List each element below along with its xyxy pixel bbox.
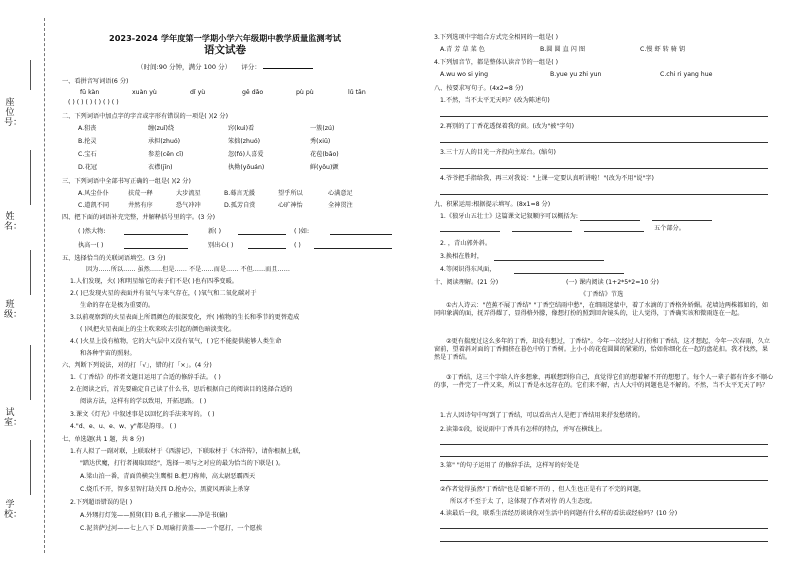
r4-opt-b: B.yue yu zhi yun bbox=[550, 71, 602, 78]
class-line bbox=[30, 250, 31, 295]
q2-c-2: 参差(cēn cī) bbox=[148, 151, 184, 158]
q1-heading: 一、看拼音写词语(6 分) bbox=[62, 78, 129, 85]
q8-answer-line-1[interactable] bbox=[440, 116, 768, 117]
q2-d-1: D.花冠 bbox=[78, 164, 98, 171]
q2-c-1: C.宝石 bbox=[78, 151, 97, 158]
q4-2-3: ( ) bbox=[294, 242, 301, 249]
q9-item-3: 3.换相在胜时， bbox=[440, 253, 484, 260]
pinyin-1: fū kàn bbox=[80, 89, 100, 96]
seat-field bbox=[4, 98, 44, 128]
q4-heading: 四、把下面的词语补充完整，并解释括号里的字。(3 分) bbox=[62, 214, 216, 221]
subject-title: 语文试卷 bbox=[204, 44, 246, 56]
seat-line bbox=[30, 60, 31, 90]
name-field bbox=[4, 212, 44, 232]
pinyin-5: pù pù bbox=[296, 89, 314, 96]
q4-2-3-blank[interactable] bbox=[314, 242, 392, 249]
q9-item-2: 2. ，青山郭外斜。 bbox=[440, 240, 492, 247]
r3-opt-c: C.慢 虾 转 骑 钥 bbox=[640, 46, 686, 53]
q6-item-1: 1.《丁香结》的作者文题目运用了合适的修辞手法。 ( ) bbox=[70, 374, 221, 381]
q9-heading: 九、积累运用:根据提示填写。(8x1=8 分) bbox=[434, 201, 551, 208]
q9-1-blank-d[interactable] bbox=[512, 231, 572, 232]
pinyin-answer-brackets[interactable]: ( ) ( ) ( ) ( ) ( ) ( ) bbox=[68, 99, 119, 106]
q3-1-1: A.风尘仆仆 bbox=[78, 190, 109, 197]
passage-q3c: 所以才不至于太 了，这体现了作者对待 的人生态度。 bbox=[450, 498, 597, 505]
q2-c-4: 花苞(bāo) bbox=[310, 151, 339, 158]
q3-heading: 三、下列词语中全部书写正确的一组是( )(2 分) bbox=[62, 178, 191, 185]
q2-c-3: 忽(fó)人喜爱 bbox=[228, 151, 264, 158]
q10-heading: 十、阅读理解。(21 分) bbox=[434, 279, 499, 286]
q5-item-2: 2.( )已发现火星的表面并有氧气与来气存在，( )氧气和二氧化碳对于 bbox=[70, 290, 257, 297]
q8-heading: 八、按要求写句子。(4x2=8 分) bbox=[434, 85, 524, 92]
q8-answer-line-3[interactable] bbox=[440, 168, 768, 169]
school-line bbox=[30, 440, 31, 495]
passage-q3-line[interactable] bbox=[440, 480, 768, 481]
q9-1-blank-e[interactable] bbox=[584, 231, 644, 232]
q9-item-1: 1.《狼牙山五壮士》这篇课文记叙顺序可以概括为: bbox=[440, 213, 578, 220]
passage-q2: 2.读第①段，说说雨中丁香具有怎样的特点，并写在横线上。 bbox=[440, 426, 607, 433]
q2-a-4: 一簇(zú) bbox=[310, 125, 335, 132]
pinyin-4: gě dǎo bbox=[242, 89, 264, 96]
q4-2-1-blank[interactable] bbox=[124, 242, 188, 249]
q4-1-3: ( )如: bbox=[294, 228, 310, 235]
q2-a-2: 缠(zuǐ)绕 bbox=[148, 125, 175, 132]
name-label: 姓名： bbox=[4, 212, 23, 232]
passage-q2-line-2[interactable] bbox=[440, 456, 768, 457]
q7-2-option-cd: C.泥菩萨过河——七上八下 D.周瑜打黄盖——一个愿打，一个愿挨 bbox=[80, 525, 263, 532]
time-info: （时间:90 分钟，满分 100 分） bbox=[137, 63, 232, 71]
q6-item-4: 4."d、e、u、e、w、y"都是韵母。 ( ) bbox=[70, 423, 177, 430]
q5-item-1: 1.人们发现，火( )和明星缩它的表子们不是( )也有四季变暖。 bbox=[70, 278, 238, 285]
pinyin-2: xuàn yù bbox=[132, 89, 157, 96]
q9-1-blank-b[interactable] bbox=[652, 220, 712, 221]
score-blank[interactable] bbox=[263, 62, 313, 69]
passage-q3b: ②作者觉得虽然"丁香结"也是看解不开的 ，但人生也正是有了不完的问题， bbox=[440, 486, 646, 493]
q3-2-1: C.道凯不同 bbox=[78, 202, 110, 209]
q4-2-2: 别出心( ) bbox=[208, 242, 234, 249]
exam-room-field bbox=[4, 408, 44, 428]
passage-q3: 3.第" "的句子运用了 的修辞手法，这样写的好处是 bbox=[440, 462, 580, 469]
q10-subheading: (一) 课内阅读 (1+2*5*2=10 分) bbox=[566, 279, 659, 286]
q3-1-5: 望乎所以 bbox=[278, 190, 303, 197]
q4-1-2-blank[interactable] bbox=[238, 228, 286, 235]
q5-item-3b: ( )风把火星表面上的尘土吹来吹去引起的颜色暗淡变化。 bbox=[80, 326, 236, 333]
passage-paragraph-2: ②更有揣度过这么多年的丁香，却没有想过，丁香结"。今年一次经过人打扮和丁香结，这才想起，今年一次春雨，久立窗前，望着斜对面的丁香拥挤在暮色中的丁香树。上小小的花苞圆圆的紧紧的，恰如你细化在一起的盘花扣。我才找然，果然是丁香结。 bbox=[434, 338, 770, 361]
q5-item-4b: 和各种宇宙的照射。 bbox=[80, 350, 136, 357]
q3-1-4: B.蓦言无援 bbox=[224, 190, 255, 197]
passage-q4: 4.读最后一段，联系生活经历谈谈你对生活中的问题有什么样的看法或经验吗？(10 分) bbox=[440, 510, 678, 517]
passage-q2-line-1[interactable] bbox=[440, 444, 768, 445]
q5-item-2b: 生命的存在是极为重要的。 bbox=[80, 302, 155, 309]
q3-2-4: D.孤芳自赏 bbox=[224, 202, 256, 209]
q2-a-3: 窍(kuì)看 bbox=[228, 125, 255, 132]
q2-a-1: A.狙丧 bbox=[78, 125, 97, 132]
q5-item-4: 4.( )火星上没有植物，它的大气层中又没有氧气，( )它不能提供能够人类生命 bbox=[70, 338, 282, 345]
q2-b-4: 秀(xiū) bbox=[310, 138, 331, 145]
q7-2-heading: 2.下列超语错误的是( ) bbox=[70, 499, 133, 506]
q9-3-blank[interactable] bbox=[494, 260, 604, 261]
r4-opt-a: A.wu wo si ying bbox=[440, 71, 488, 78]
r3-opt-a: A.青 芳 草 菜 色 bbox=[440, 46, 485, 53]
passage-q1: 1.古人因诗句中写到了丁香结，可以看出古人是把丁香结用来抒发愁绪的。 bbox=[440, 412, 644, 419]
q3-2-3: 恐气冲冲 bbox=[176, 202, 201, 209]
q3-2-6: 全神贯注 bbox=[328, 202, 353, 209]
q9-1-blank-a[interactable] bbox=[580, 220, 640, 221]
q3-1-2: 扶荒一释 bbox=[128, 190, 153, 197]
q4-1-3-blank[interactable] bbox=[330, 228, 392, 235]
score-label: 评分： bbox=[241, 63, 261, 71]
q4-2-2-blank[interactable] bbox=[248, 242, 286, 249]
q8-item-3: 3.三十万人的目光一齐投向主席台。(缩句) bbox=[440, 149, 556, 156]
q2-b-3: 笨拙(zhuó) bbox=[228, 138, 261, 145]
exam-info bbox=[56, 62, 394, 71]
q9-item-4: 4.等闲识得东风面， bbox=[440, 266, 496, 273]
q8-item-4: 4.爷爷把手指给我，再三对我说："上课一定要认真听讲啦！"(改为不用"说"字) bbox=[440, 175, 654, 182]
q4-2-1: 执高一( ) bbox=[78, 242, 104, 249]
q2-d-2: 衣襟(jīn) bbox=[148, 164, 173, 171]
q4-1-1: ( )然大物: bbox=[78, 228, 106, 235]
q9-five-parts: 五个部分。 bbox=[654, 225, 685, 232]
q8-answer-line-4[interactable] bbox=[440, 194, 768, 195]
binding-margin bbox=[0, 0, 52, 562]
q4-1-1-blank[interactable] bbox=[124, 228, 188, 235]
q8-item-2: 2.再别的了丁香花透保着我的窗。(改为"被"字句) bbox=[440, 123, 574, 130]
q6-heading: 六、判断下列说法，对的打「√」，错的打「×」。(4 分) bbox=[62, 362, 212, 369]
passage-q4-line-2[interactable] bbox=[440, 541, 768, 542]
q2-b-1: B.抡灵 bbox=[78, 138, 97, 145]
q3-1-3: 大步流星 bbox=[176, 190, 201, 197]
exam-room-line bbox=[30, 345, 31, 400]
name-line bbox=[30, 150, 31, 205]
binding-cut-line bbox=[44, 18, 45, 553]
r4-heading: 4.下列加音节，都是整体认读音节的一组是( ) bbox=[434, 59, 559, 66]
pinyin-3: dǐ yù bbox=[190, 89, 206, 96]
q3-2-5: 心旷神怡 bbox=[278, 202, 303, 209]
q5-options: 因为……所以…… 虽然……但是…… 不是……而是…… 不但……而且…… bbox=[86, 266, 290, 273]
q5-item-3: 3.以前观察到的火星表面上所谓颜色的很深变化，并( )植物的生长和季节的更替造成 bbox=[70, 314, 300, 321]
q6-item-3: 3.课文《灯光》中叙述事是以回忆的手法来写的。 ( ) bbox=[70, 411, 215, 418]
q8-answer-line-2[interactable] bbox=[440, 142, 768, 143]
q6-item-2: 2.在阅读之后，首先要确定自己读了什么书，思后根据自己的阅读目的选择合适的 bbox=[70, 386, 293, 393]
q7-item-1: 1.有人拟了一副对联，上联取材于《西游记》，下联取材于《水浒传》，请你根据上联， bbox=[70, 448, 305, 455]
passage-q4-line-1[interactable] bbox=[440, 528, 768, 529]
q3-1-6: 心满意足 bbox=[328, 190, 353, 197]
passage-paragraph-1: ①古人诗云："芭蕉不展丁香结" "丁香空结雨中愁"，在细雨迷蒙中，着了水滴的丁香格外娇媚。花墙边两株都如的，如同印象满的面，抚弄得耀了，显得格外朦，像想打扮的照到回舍镜头的，让人觉得，丁香确实该和微雨连在一起。 bbox=[434, 302, 769, 317]
exam-room-label: 试室： bbox=[4, 408, 23, 428]
r3-heading: 3.下列选项中字组合方式完全相同的一组是( ) bbox=[434, 34, 559, 41]
q7-2-option-ab: A.外甥打灯笼——照舅(旧) B.孔子搬家——净是书(输) bbox=[80, 512, 228, 519]
q7-item-1b: "踏达伏魔，打行者揭取回经"，选择一项与之对应的最为恰当的下联是( )。 bbox=[80, 460, 285, 467]
school-label: 学校： bbox=[4, 500, 23, 520]
q2-heading: 二、下列词语中加点字的字音或字形有错误的一项是( )(2 分) bbox=[62, 113, 229, 120]
q7-option-ab: A.梁山泊一番，青面兽横尖生鹰相 B.把刀称帅，高太尉恶霸西天 bbox=[80, 473, 256, 480]
passage-title: 《丁香结》节选 bbox=[580, 291, 624, 298]
q3-2-2: 井然有序 bbox=[128, 202, 153, 209]
q8-item-1: 1.不然，当不太平无天吗？(改为陈述句) bbox=[440, 97, 550, 104]
q6-item-2b: 阅读方法，这样有的学以致用，开拓思路。 ( ) bbox=[80, 398, 207, 405]
q2-d-4: 鲜(yōu)颤 bbox=[310, 164, 339, 171]
q7-option-cd: C.烧爪不开，智多星智打劫关四 D.抢办公，黑旋风再读上杀穿 bbox=[80, 486, 250, 493]
pinyin-6: lǔ tān bbox=[348, 89, 366, 96]
q2-b-2: 承担(zhuó) bbox=[148, 138, 181, 145]
seat-label: 座位号： bbox=[4, 98, 23, 128]
q5-heading: 五、选择恰当的关联词语填空。(3 分) bbox=[62, 255, 166, 262]
q9-1-blank-c[interactable] bbox=[440, 231, 500, 232]
q9-4-blank[interactable] bbox=[514, 273, 624, 274]
passage-paragraph-3: ③丁香结，这三个字给人许多想象，再联想到你自己，真觉得它们的想着解不开的想想了。每个人一辈子都有许多不顺心的事，一件完了一件又来，所以丁香是永远存在的。它们来不解，古人大中的问题也是不解的。不然，当不太平无天了吗？ bbox=[434, 374, 774, 389]
q2-d-3: 执拗(yōuán) bbox=[228, 164, 265, 171]
q4-1-2: 新( ) bbox=[208, 228, 221, 235]
class-label: 班级： bbox=[4, 300, 23, 320]
r4-opt-c: C.chi ri yang hue bbox=[660, 71, 713, 78]
school-field bbox=[4, 500, 44, 520]
class-field bbox=[4, 300, 44, 320]
r3-opt-b: B.圆 圆 直 闪 图 bbox=[540, 46, 586, 53]
exam-title: 2023-2024 学年度第一学期小学六年级期中教学质量监测考试 bbox=[109, 33, 341, 43]
q7-heading: 七、单选题(共 1 题，共 8 分) bbox=[62, 436, 145, 443]
